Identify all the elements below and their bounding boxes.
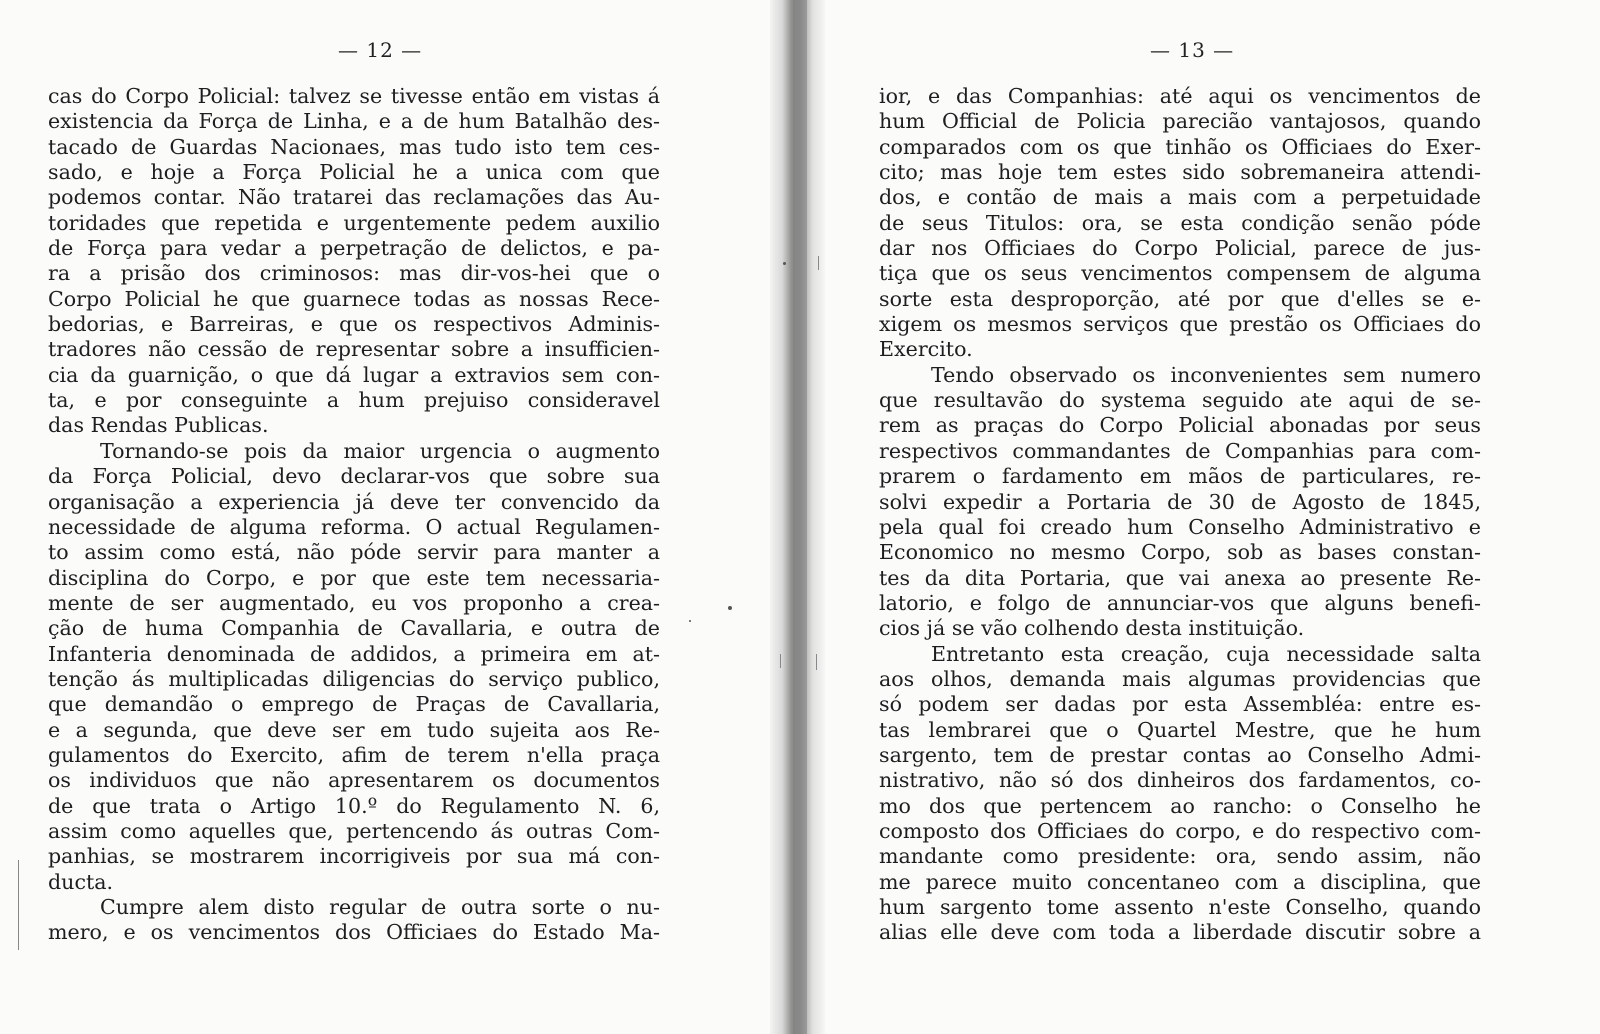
scan-speck	[689, 620, 691, 622]
text-line: ção de huma Companhia de Cavallaria, e outra de	[48, 616, 660, 641]
text-line: hum Official de Policia parecião vantajosos, quando	[879, 109, 1481, 134]
right-page-number: — 13 —	[1150, 38, 1235, 62]
text-line: sargento, tem de prestar contas ao Conselho Admi-	[879, 742, 1481, 767]
text-line: nistrativo, não só dos dinheiros dos fardamentos, co-	[879, 768, 1481, 793]
text-line: existencia da Força de Linha, e a de hum Batalhão des-	[48, 109, 660, 134]
right-page	[825, 0, 1600, 1034]
text-line: cas do Corpo Policial: talvez se tivesse então em vistas á	[48, 84, 660, 108]
text-line: me parece muito concentaneo com a disciplina, que	[879, 869, 1481, 894]
margin-mark	[816, 654, 817, 670]
text-line: hum sargento tome assento n'este Conselho, quando	[879, 895, 1481, 919]
text-line: cia da guarnição, o que dá lugar a extravios sem con-	[48, 362, 660, 387]
text-line: aos olhos, demanda mais algumas providencias que	[879, 666, 1481, 691]
text-line: das Rendas Publicas.	[48, 413, 269, 438]
text-line: disciplina do Corpo, e por que este tem necessaria-	[48, 565, 660, 590]
left-page-number: — 12 —	[338, 38, 423, 62]
text-line: Tornando-se pois da maior urgencia o augmento	[100, 438, 660, 463]
text-line: panhias, se mostrarem incorrigiveis por sua má con-	[48, 844, 660, 869]
text-line: xigem os mesmos serviços que prestão os Officiaes do	[879, 312, 1481, 337]
text-line: ra a prisão dos criminosos: mas dir-vos-hei que o	[48, 261, 660, 286]
left-page-text	[48, 84, 660, 946]
text-line: da Força Policial, devo declarar-vos que sobre sua	[48, 464, 660, 489]
text-line: sado, e hoje a Força Policial he a unica com que	[48, 160, 660, 185]
margin-mark	[818, 256, 819, 270]
scan-speck	[728, 606, 732, 610]
text-line: cios já se vão colhendo desta instituição.	[879, 616, 1305, 641]
text-line: Cumpre alem disto regular de outra sorte o nu-	[100, 895, 660, 919]
text-line: prarem o fardamento em mãos de particulares, re-	[879, 464, 1481, 489]
text-line: gulamentos do Exercito, afim de terem n'ella praça	[48, 742, 660, 767]
text-line: e a segunda, que deve ser em tudo sujeita aos Re-	[48, 717, 660, 742]
text-line: Corpo Policial he que guarnece todas as nossas Rece-	[48, 286, 660, 311]
left-page	[0, 0, 770, 1034]
text-line: ior, e das Companhias: até aqui os vencimentos de	[879, 84, 1481, 108]
text-line: rem as praças do Corpo Policial abonadas por seus	[879, 413, 1481, 438]
text-line: ta, e por conseguinte a hum prejuiso consideravel	[48, 388, 660, 413]
text-line: Economico no mesmo Corpo, sob as bases constan-	[879, 540, 1481, 565]
text-line: Entretanto esta creação, cuja necessidade salta	[931, 641, 1481, 666]
text-line: dos, e contão de mais a mais com a perpetuidade	[879, 185, 1481, 210]
margin-mark	[18, 860, 19, 950]
text-line: tiça que os seus vencimentos compensem de alguma	[879, 261, 1481, 286]
text-line: solvi expedir a Portaria de 30 de Agosto de 1845,	[879, 489, 1481, 514]
text-line: respectivos commandantes de Companhias para com-	[879, 438, 1481, 463]
text-line: alias elle deve com toda a liberdade discutir sobre a	[879, 920, 1481, 945]
text-line: mente de ser augmentado, eu vos proponho a crea-	[48, 590, 660, 615]
text-line: Tendo observado os inconvenientes sem numero	[931, 362, 1481, 387]
text-line: de que trata o Artigo 10.º do Regulamento N. 6,	[48, 793, 660, 818]
gutter-shadow	[793, 0, 807, 1034]
right-page-text	[879, 84, 1481, 946]
text-line: tenção ás multiplicadas diligencias do serviço publico,	[48, 666, 660, 691]
text-line: ducta.	[48, 869, 114, 894]
text-line: composto dos Officiaes do corpo, e do respectivo com-	[879, 818, 1481, 843]
text-line: sorte esta desproporção, até por que d'elles se e-	[879, 286, 1481, 311]
text-line: organisação a experiencia já deve ter convencido da	[48, 489, 660, 514]
text-line: tacado de Guardas Nacionaes, mas tudo isto tem ces-	[48, 134, 660, 159]
text-line: mo dos que pertencem ao rancho: o Conselho he	[879, 793, 1481, 818]
scan-speck	[783, 262, 786, 265]
text-line: os individuos que não apresentarem os documentos	[48, 768, 660, 793]
text-line: dar nos Officiaes do Corpo Policial, parece de jus-	[879, 236, 1481, 261]
text-line: latorio, e folgo de annunciar-vos que alguns benefi-	[879, 590, 1481, 615]
text-line: só podem ser dadas por esta Assembléa: entre es-	[879, 692, 1481, 717]
text-line: necessidade de alguma reforma. O actual Regulamen-	[48, 514, 660, 539]
margin-mark	[780, 654, 781, 668]
text-line: mandante como presidente: ora, sendo assim, não	[879, 844, 1481, 869]
text-line: tes da dita Portaria, que vai anexa ao presente Re-	[879, 565, 1481, 590]
text-line: tas lembrarei que o Quartel Mestre, que he hum	[879, 717, 1481, 742]
text-line: toridades que repetida e urgentemente pedem auxilio	[48, 210, 660, 235]
text-line: de Força para vedar a perpetração de delictos, e pa-	[48, 236, 660, 261]
text-line: tradores não cessão de representar sobre a insufficien-	[48, 337, 660, 362]
text-line: cito; mas hoje tem estes sido sobremaneira attendi-	[879, 160, 1481, 185]
text-line: Exercito.	[879, 337, 973, 362]
text-line: assim como aquelles que, pertencendo ás outras Com-	[48, 818, 660, 843]
text-line: que demandão o emprego de Praças de Cavallaria,	[48, 692, 660, 717]
text-line: podemos contar. Não tratarei das reclamações das Au-	[48, 185, 660, 210]
text-line: que resultavão do systema seguido ate aqui de se-	[879, 388, 1481, 413]
text-line: Infanteria denominada de addidos, a primeira em at-	[48, 641, 660, 666]
text-line: bedorias, e Barreiras, e que os respectivos Adminis-	[48, 312, 660, 337]
text-line: de seus Titulos: ora, se esta condição senão póde	[879, 210, 1481, 235]
text-line: comparados com os que tinhão os Officiaes do Exer-	[879, 134, 1481, 159]
text-line: mero, e os vencimentos dos Officiaes do Estado Ma-	[48, 920, 660, 945]
text-line: pela qual foi creado hum Conselho Administrativo e	[879, 514, 1481, 539]
text-line: to assim como está, não póde servir para manter a	[48, 540, 660, 565]
